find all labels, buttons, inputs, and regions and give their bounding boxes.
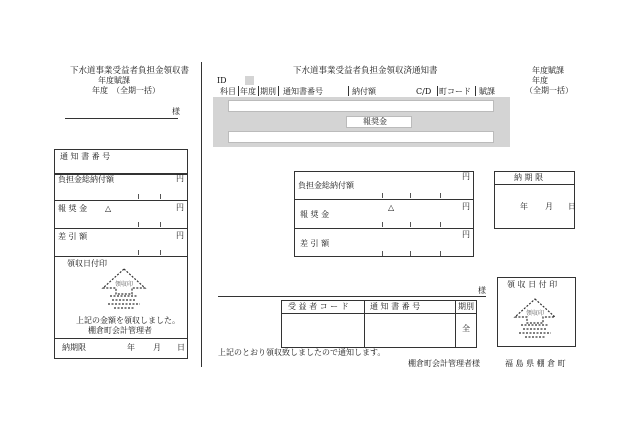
digit-tick: [382, 222, 383, 227]
right-name-line: [218, 296, 486, 297]
row-divider: [294, 228, 474, 229]
header-assessment: 賦課: [479, 87, 495, 96]
left-received-text: 上記の金額を領収しました。: [76, 316, 180, 325]
left-reward-yen: 円: [176, 203, 184, 212]
town-name: 福 島 県 棚 倉 町: [505, 359, 566, 368]
digit-tick: [138, 194, 139, 199]
header-cd: C/D: [416, 87, 432, 96]
left-diff-yen: 円: [176, 231, 184, 240]
left-due-day: 日: [177, 343, 185, 352]
left-total-yen: 円: [176, 174, 184, 183]
right-receipt-seal-label: 領 収 日 付 印: [507, 280, 558, 289]
header-town-code: 町コード: [439, 87, 471, 96]
header-year: 年度: [240, 87, 256, 96]
digit-tick: [382, 193, 383, 198]
row-divider: [294, 199, 474, 200]
row-divider: [54, 256, 188, 257]
perforation-line: [201, 62, 202, 367]
left-due-label: 納期限: [62, 343, 86, 352]
seal-text: 領収印: [114, 281, 134, 288]
digit-tick: [382, 251, 383, 256]
receipt-stamp-icon: [100, 266, 148, 312]
left-manager: 棚倉町会計管理者: [88, 326, 152, 335]
left-year-label: 年度賦課: [98, 76, 130, 85]
id-field: [245, 76, 254, 85]
left-notice-number-label: 通 知 書 番 号: [60, 152, 111, 161]
digit-tick: [160, 222, 161, 227]
left-receipt-date-label: 領収日付印: [67, 259, 107, 268]
left-reward-mark: △: [105, 204, 112, 213]
digit-tick: [440, 222, 441, 227]
left-name-line: [65, 118, 178, 119]
row-divider: [54, 228, 188, 229]
left-reward-label: 報 奨 金: [58, 204, 88, 213]
digit-tick: [440, 193, 441, 198]
notified-text: 上記のとおり領収致しましたので通知します。: [218, 348, 386, 357]
reward-header: 報奨金: [363, 117, 387, 126]
digit-tick: [138, 250, 139, 255]
digit-tick: [138, 222, 139, 227]
right-reward-mark: △: [388, 203, 395, 212]
digit-tick: [160, 250, 161, 255]
digit-tick: [440, 251, 441, 256]
seal-text: 領収印: [525, 310, 545, 317]
all-period-value: 全: [462, 324, 470, 333]
ocr-line-1: [228, 100, 494, 112]
digit-tick: [410, 251, 411, 256]
ocr-line-2: [228, 131, 494, 143]
beneficiary-code-label: 受 益 者 コ ー ド: [288, 302, 349, 311]
digit-tick: [160, 194, 161, 199]
right-total-label: 負担金総納付額: [298, 181, 354, 190]
right-due-label: 納 期 限: [514, 173, 544, 182]
header-subject: 科目: [220, 87, 236, 96]
left-title: 下水道事業受益者負担金領収書: [70, 66, 190, 76]
period-label: 期別: [458, 302, 474, 311]
right-notice-number-label: 通 知 書 番 号: [370, 302, 421, 311]
left-due-year: 年: [127, 343, 135, 352]
left-year-period: 年度 （全期一括）: [92, 86, 160, 95]
right-title: 下水道事業受益者負担金領収済通知書: [293, 66, 438, 76]
left-total-label: 負担金総納付額: [58, 175, 114, 184]
header-amount: 納付額: [352, 87, 376, 96]
right-reward-label: 報 奨 金: [300, 210, 330, 219]
right-total-yen: 円: [462, 172, 470, 181]
left-due-month: 月: [153, 343, 161, 352]
right-due-day: 日: [568, 202, 576, 211]
right-diff-label: 差 引 額: [300, 239, 330, 248]
right-due-month: 月: [545, 202, 553, 211]
left-sama: 様: [172, 107, 180, 116]
left-diff-label: 差 引 額: [58, 232, 88, 241]
right-year: 年度: [532, 76, 548, 85]
receipt-stamp-icon: [512, 296, 558, 340]
id-label: ID: [217, 76, 227, 85]
row-divider: [54, 338, 188, 339]
right-reward-yen: 円: [462, 202, 470, 211]
right-due-year: 年: [520, 202, 528, 211]
header-period: 期別: [260, 87, 276, 96]
right-year-label: 年度賦課: [532, 66, 564, 75]
right-period: （全期一括）: [525, 86, 573, 95]
right-diff-yen: 円: [462, 230, 470, 239]
digit-tick: [410, 222, 411, 227]
right-manager: 棚倉町会計管理者様: [408, 359, 480, 368]
row-divider: [54, 200, 188, 201]
right-sama: 様: [478, 286, 486, 295]
digit-tick: [410, 193, 411, 198]
header-notice-no: 通知書番号: [283, 87, 323, 96]
